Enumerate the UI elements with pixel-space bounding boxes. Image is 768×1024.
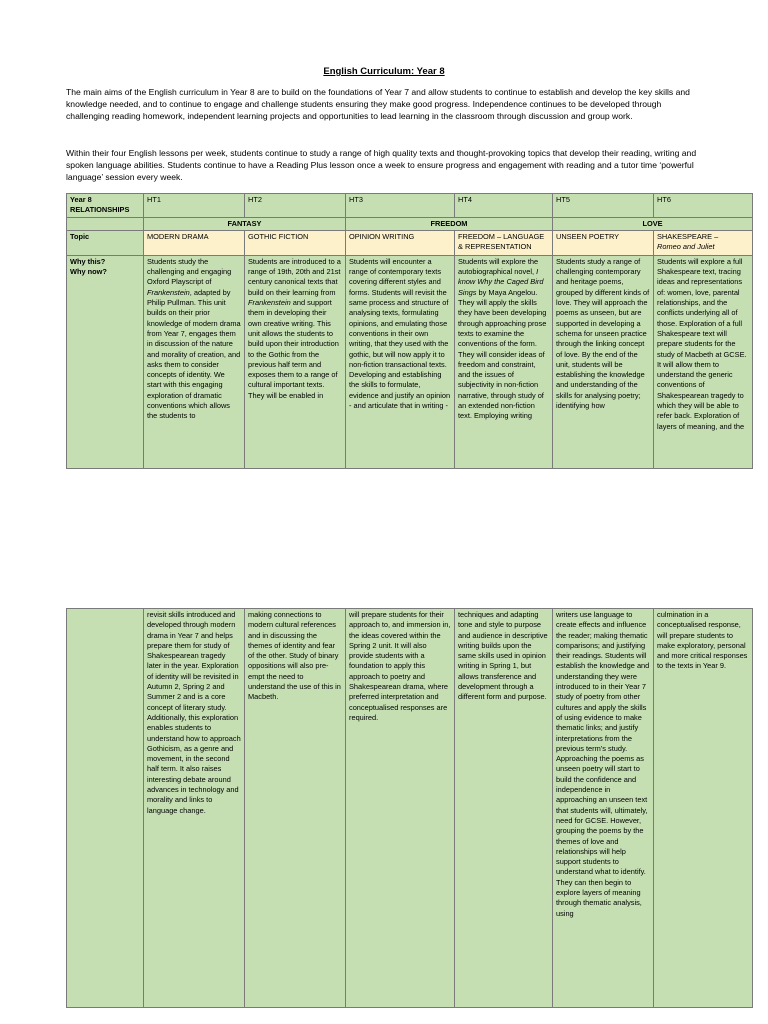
topic-cell: UNSEEN POETRY: [553, 230, 654, 255]
topic-label: Topic: [67, 230, 144, 255]
rationale-cell: will prepare students for their approach to, and immersion in, the ideas covered within the Spring 2 unit. It will also provide students with a foundation to apply this approach to poetry and Shakespearean drama, where preferred interpretation and conceptualised responses are required.: [346, 609, 455, 1008]
topic-cell: MODERN DRAMA: [144, 230, 245, 255]
rationale-cell: Students will explore the autobiographical novel, I know Why the Caged Bird Sings by Maya Angelou. They will apply the skills they have been developing through approaching prose texts to examine the conventions of the form. They will consider ideas of freedom and constraint, and the issues of subjectivity in non-fiction narrative, through study of an extended non-fiction text. Employing writing: [455, 255, 553, 468]
rationale-cell: culmination in a conceptualised response, will prepare students to make exploratory, personal and more critical responses to the texts in Year 9.: [654, 609, 753, 1008]
intro-paragraph: The main aims of the English curriculum in Year 8 are to build on the foundations of Year 7 and allow students to continue to establish and develop the key skills and knowledge needed, and to continue to engage and challenge students ensuring they make good progress. Independence continues to be developed through challenging reading homework, independent learning projects and opportunities to lead learning in the classroom through discussion and group work.: [66, 87, 690, 121]
term-header: HT5: [553, 194, 654, 218]
why-label-blank: [67, 609, 144, 1008]
theme-blank-cell: [67, 217, 144, 230]
theme-fantasy: FANTASY: [144, 217, 346, 230]
page-title: English Curriculum: Year 8: [323, 66, 445, 77]
topic-cell: FREEDOM – LANGUAGE & REPRESENTATION: [455, 230, 553, 255]
term-header: HT4: [455, 194, 553, 218]
topic-cell: [654, 230, 753, 255]
rationale-row-continued: [67, 609, 753, 1008]
rationale-cell: techniques and adapting tone and style to purpose and audience in descriptive writing builds upon the same skills used in opinion writing in Spring 1, but allows transference and development through a different form and purpose.: [455, 609, 553, 1008]
theme-freedom: FREEDOM: [346, 217, 553, 230]
topic-subtitle: Romeo and Juliet: [657, 242, 715, 252]
rationale-cell: Students study the challenging and engaging Oxford Playscript of Frankenstein, adapted by Philip Pullman. This unit builds on their prior knowledge of modern drama from Year 7, engages them in discussion of the nature and morality of creation, and asks them to consider concepts of identity. We start with this engaging exploration of dramatic conventions which allows the students to: [144, 255, 245, 468]
term-header: HT6: [654, 194, 753, 218]
topic-row: [67, 230, 753, 255]
rationale-cell: Students will explore a full Shakespeare text, tracing ideas and representations of: women, love, parental relationships, and the conflicts underlying all of those. Exploration of a full Shakespeare text will prepare students for the study of Macbeth at GCSE. It will allow them to understand the generic conventions of Shakespearean tragedy to which they will be able to refer back. Exploration of layers of meaning, and the: [654, 255, 753, 468]
term-header: HT1: [144, 194, 245, 218]
theme-love: LOVE: [553, 217, 753, 230]
topic-cell: OPINION WRITING: [346, 230, 455, 255]
theme-row: [67, 217, 753, 230]
rationale-cell: Students are introduced to a range of 19th, 20th and 21st century canonical texts that build on their learning from Frankenstein and support them in developing their own creative writing. This unit allows the students to build upon their introduction to the Gothic from the previous half term and exposes them to a range of cultural important texts. They will be enabled in: [245, 255, 346, 468]
term-header: HT2: [245, 194, 346, 218]
rationale-cell: revisit skills introduced and developed through modern drama in Year 7 and helps prepare them for study of Shakespearean tragedy later in the year. Exploration of identity will be revisited in Autumn 2, Spring 2 and Summer 2 and is a core concept of literary study. Additionally, this exploration enables students to understand how to approach Gothicism, as a genre and movement, in the second half term. It also raises interesting debate around advances in technology and morality and links to language change.: [144, 609, 245, 1008]
topic-text: SHAKESPEARE –: [657, 231, 719, 241]
why-this-label: Why this?: [70, 256, 106, 266]
why-label: [67, 255, 144, 468]
topic-cell: GOTHIC FICTION: [245, 230, 346, 255]
rationale-cell: writers use language to create effects and influence the reader; making thematic comparisons; and justifying their readings. Students will establish the knowledge and understanding they were introduced to in their Year 7 study of poetry from other cultures and apply the skills of using evidence to make thematic links; and justify interpretations from the previous term’s study. Approaching the poems as unseen poetry will start to build the confidence and independence in approaching an unseen text that students will, ultimately, need for GCSE. However, grouping the poems by the themes of love and relationships will help support students to understand what to identify. They can then begin to explore layers of meaning through thematic analysis, using: [553, 609, 654, 1008]
rationale-cell: making connections to modern cultural references and in discussing the themes of identity and fear of the other. Study of binary oppositions will also pre-empt the need to understand the use of this in Macbeth.: [245, 609, 346, 1008]
rationale-cell: Students will encounter a range of contemporary texts covering different styles and forms. Students will revisit the same process and structure of analysing texts, formulating opinions, and emulating those conventions in their own writing, that they used with the gothic, but will now apply it to non-fiction transactional texts. Developing and establishing the skills to formulate, evidence and justify an opinion - and articulate that in writing -: [346, 255, 455, 468]
rationale-row: [67, 255, 753, 468]
term-header: HT3: [346, 194, 455, 218]
term-header-row: [67, 194, 753, 218]
year-label: Year 8 RELATIONSHIPS: [67, 194, 144, 218]
intro-paragraph: Within their four English lessons per week, students continue to study a range of high quality texts and thought-provoking topics that develop their reading, writing and spoken language abilities. Students continue to have a Reading Plus lesson once a week to ensure progress and engagement with reading and a tutor time ‘powerful language’ session every week.: [66, 148, 697, 182]
rationale-cell: Students study a range of challenging contemporary and heritage poems, grouped by different kinds of love. They will approach the poems as unseen, but are supported in developing a schema for unseen practice through the linking concept of love. By the end of the unit, students will be establishing the knowledge and understanding of the skills for analysing poetry; identifying how: [553, 255, 654, 468]
curriculum-table: [66, 193, 753, 469]
curriculum-table-continued: [66, 608, 753, 1008]
why-now-label: Why now?: [70, 267, 107, 277]
